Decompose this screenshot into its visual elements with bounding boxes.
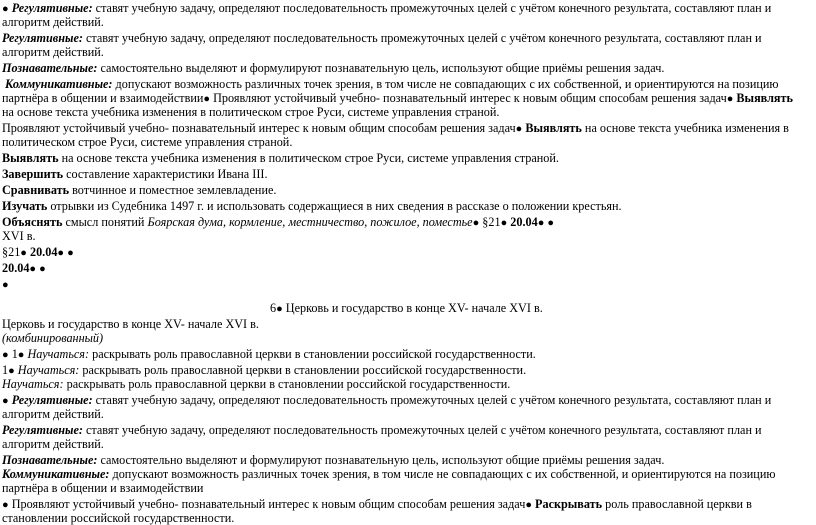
doc-line: ● 1● Научаться: раскрывать роль православной церкви в становлении российской государственности. bbox=[2, 347, 536, 361]
bullet-icon: ● bbox=[57, 247, 65, 259]
bullet-icon: ● bbox=[276, 303, 283, 315]
doc-line: Коммуникативные: допускают возможность различных точек зрения, в том числе не совпадающих с их собственной, и ориентируются на позицию bbox=[2, 467, 776, 481]
bullet-icon: ● bbox=[547, 217, 555, 229]
bullet-icon: ● bbox=[17, 349, 25, 361]
doc-line: Познавательные: самостоятельно выделяют и формулируют познавательную цель, используют общие приёмы решения задач. bbox=[2, 61, 665, 75]
bullet-icon: ● bbox=[515, 123, 523, 135]
bullet-icon: ● bbox=[2, 349, 9, 361]
bullet-icon: ● bbox=[726, 93, 734, 105]
doc-line: Завершить составление характеристики Ивана III. bbox=[2, 167, 268, 181]
doc-line: алгоритм действий. bbox=[2, 15, 104, 29]
doc-line: ● Регулятивные: ставят учебную задачу, определяют последовательность промежуточных целей с учётом конечного результата, составляют план и bbox=[2, 393, 772, 407]
doc-line: Изучать отрывки из Судебника 1497 г. и использовать содержащиеся в них сведения в рассказе о положении крестьян. bbox=[2, 199, 622, 213]
doc-line: Объяснять смысл понятий Боярская дума, кормление, местничество, пожилое, поместье● §21● 20.04● ● bbox=[2, 215, 555, 229]
doc-line: Проявляют устойчивый учебно- познавательный интерес к новым общим способам решения задач● Выявлять на основе текста учебника изменения в bbox=[2, 121, 789, 135]
doc-line: партнёра в общении и взаимодействии● Проявляют устойчивый учебно- познавательный интерес к новым общим способам решения задач● Выявлять bbox=[2, 91, 793, 105]
doc-line: алгоритм действий. bbox=[2, 407, 104, 421]
bullet-icon: ● bbox=[537, 217, 545, 229]
bullet-icon: ● bbox=[20, 247, 27, 259]
bullet-icon: ● bbox=[525, 499, 532, 511]
doc-line: ● Проявляют устойчивый учебно- познавательный интерес к новым общим способам решения задач● Раскрывать роль православной церкви в bbox=[2, 497, 752, 511]
doc-line: Сравнивать вотчинное и поместное землевладение. bbox=[2, 183, 277, 197]
bullet-icon: ● bbox=[2, 3, 9, 15]
bullet-icon: ● bbox=[2, 395, 9, 407]
doc-line: политическом строе Руси, системе управления страной. bbox=[2, 135, 293, 149]
doc-line: §21● 20.04● ● bbox=[2, 245, 74, 259]
bullet-icon: ● bbox=[39, 263, 46, 275]
doc-line: алгоритм действий. bbox=[2, 437, 104, 451]
doc-line: Церковь и государство в конце XV- начале XVI в. bbox=[2, 317, 259, 331]
bullet-icon: ● bbox=[203, 93, 211, 105]
bullet-icon: ● bbox=[67, 247, 74, 259]
doc-line: Коммуникативные: допускают возможность различных точек зрения, в том числе не совпадающих с их собственной, и ориентируются на позицию bbox=[5, 77, 779, 91]
doc-line: Регулятивные: ставят учебную задачу, определяют последовательность промежуточных целей с учётом конечного результата, составляют план и bbox=[2, 31, 762, 45]
doc-line bbox=[2, 277, 9, 292]
doc-line: 1● Научаться: раскрывать роль православной церкви в становлении российской государственности. bbox=[2, 363, 527, 377]
doc-line: Выявлять на основе текста учебника изменения в политическом строе Руси, системе управления страной. bbox=[2, 151, 559, 165]
doc-line: Регулятивные: ставят учебную задачу, определяют последовательность промежуточных целей с учётом конечного результата, составляют план и bbox=[2, 423, 762, 437]
section-heading: 6● Церковь и государство в конце XV- начале XVI в. bbox=[270, 301, 543, 315]
bullet-icon: ● bbox=[29, 263, 37, 275]
doc-line: алгоритм действий. bbox=[2, 45, 104, 59]
doc-line: Научаться: раскрывать роль православной церкви в становлении российской государственности. bbox=[2, 377, 511, 391]
doc-line: (комбинированный) bbox=[2, 331, 104, 345]
bullet-icon: ● bbox=[2, 499, 9, 511]
bullet-icon: ● bbox=[2, 279, 9, 291]
doc-line: на основе текста учебника изменения в политическом строе Руси, системе управления страной. bbox=[2, 105, 500, 119]
doc-line: XVI в. bbox=[2, 229, 36, 243]
doc-line: Познавательные: самостоятельно выделяют и формулируют познавательную цель, используют общие приёмы решения задач. bbox=[2, 453, 665, 467]
bullet-icon: ● bbox=[472, 217, 480, 229]
bullet-icon: ● bbox=[500, 217, 508, 229]
doc-line: становлении российской государственности. bbox=[2, 511, 235, 525]
bullet-icon: ● bbox=[8, 365, 15, 377]
doc-line: 20.04● ● bbox=[2, 261, 46, 275]
doc-line: ● Регулятивные: ставят учебную задачу, определяют последовательность промежуточных целей с учётом конечного результата, составляют план и bbox=[2, 1, 772, 15]
doc-line: партнёра в общении и взаимодействии bbox=[2, 481, 204, 495]
